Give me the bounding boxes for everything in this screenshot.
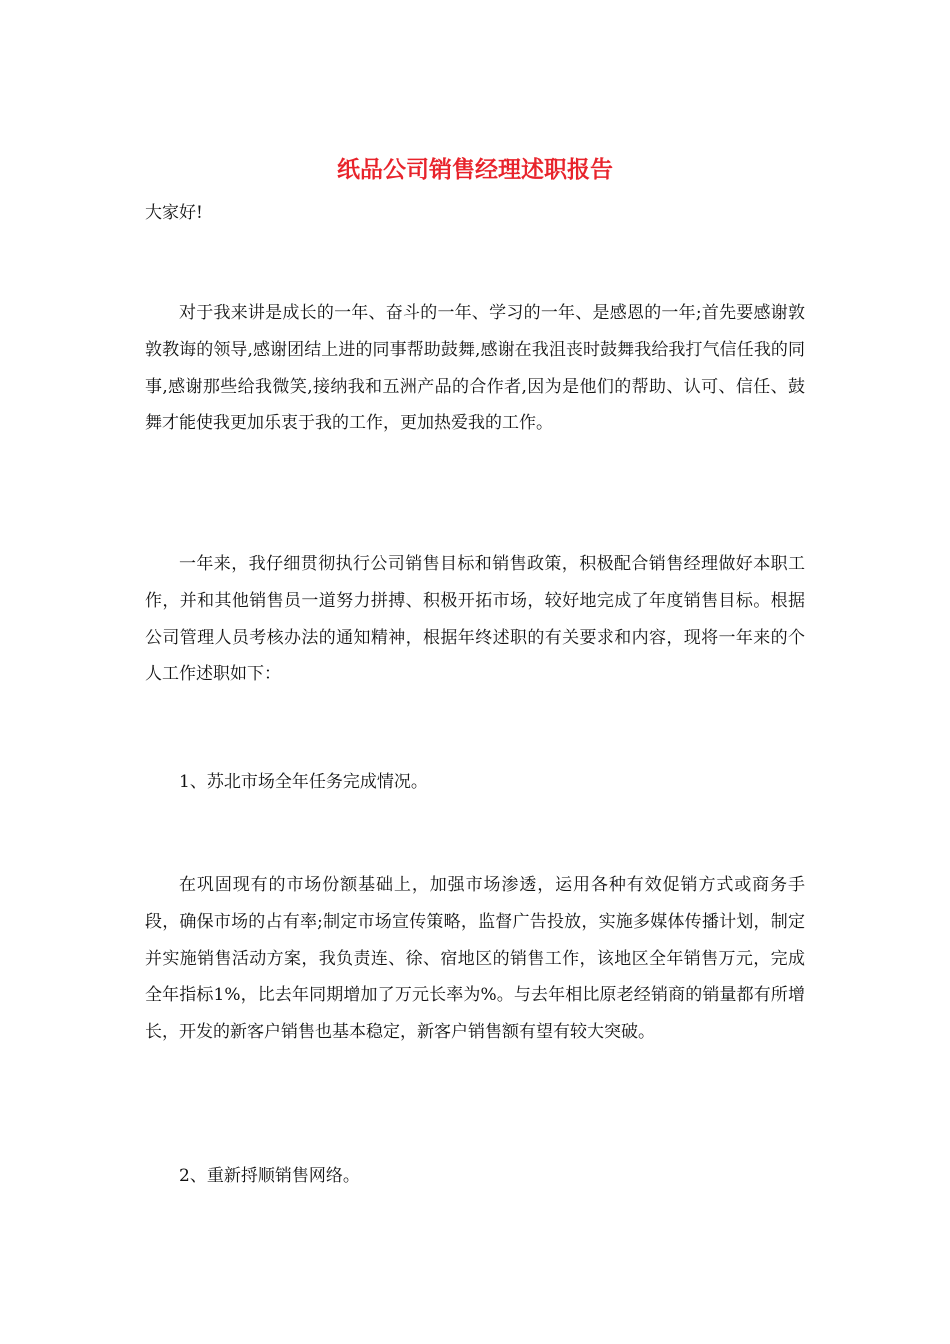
paragraph-overview: 一年来，我仔细贯彻执行公司销售目标和销售政策，积极配合销售经理做好本职工作，并和其他销售员一道努力拼搏、积极开拓市场，较好地完成了年度销售目标。根据公司管理人员考核办法的通知精神，根据年终述职的有关要求和内容，现将一年来的个人工作述职如下： xyxy=(145,554,805,685)
greeting-text: 大家好! xyxy=(145,203,203,223)
document-title: 纸品公司销售经理述职报告 xyxy=(337,157,613,183)
paragraph-gratitude: 对于我来讲是成长的一年、奋斗的一年、学习的一年、是感恩的一年;首先要感谢敦敦教诲的领导,感谢团结上进的同事帮助鼓舞,感谢在我沮丧时鼓舞我给我打气信任我的同事,感谢那些给我微笑,接纳我和五洲产品的合作者,因为是他们的帮助、认可、信任、鼓舞才能使我更加乐衷于我的工作，更加热爱我的工作。 xyxy=(145,303,805,434)
section-heading-2: 2、重新捋顺销售网络。 xyxy=(179,1166,360,1186)
section-heading-1: 1、苏北市场全年任务完成情况。 xyxy=(179,772,428,792)
paragraph-market-results: 在巩固现有的市场份额基础上，加强市场渗透，运用各种有效促销方式或商务手段，确保市场的占有率;制定市场宣传策略，监督广告投放，实施多媒体传播计划，制定并实施销售活动方案，我负责连、徐、宿地区的销售工作，该地区全年销售万元，完成全年指标1%，比去年同期增加了万元长率为%。与去年相比原老经销商的销量都有所增长，开发的新客户销售也基本稳定，新客户销售额有望有较大突破。 xyxy=(145,875,805,1043)
